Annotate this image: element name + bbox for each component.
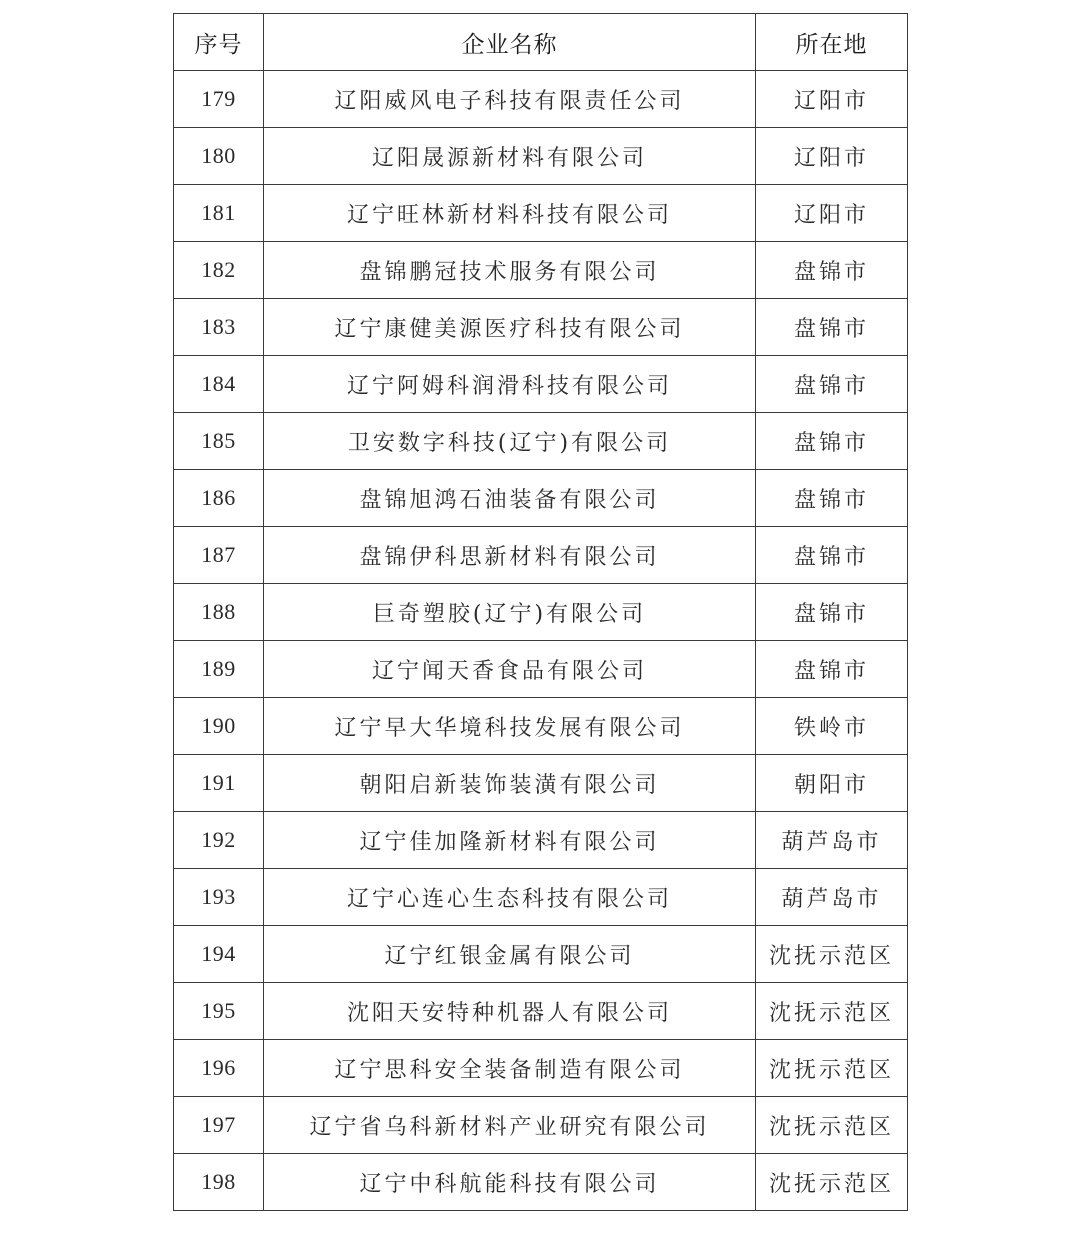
table-row (174, 242, 908, 299)
table-row (174, 983, 908, 1040)
enterprise-table-container (173, 13, 907, 1211)
location-cell: 沈抚示范区 (756, 1097, 908, 1154)
location-cell: 沈抚示范区 (756, 1040, 908, 1097)
location-cell: 盘锦市 (756, 641, 908, 698)
enterprise-name-cell: 辽宁红银金属有限公司 (264, 926, 756, 983)
enterprise-name-cell: 卫安数字科技(辽宁)有限公司 (264, 413, 756, 470)
serial-number-cell: 193 (174, 869, 264, 926)
enterprise-name-cell: 辽宁早大华境科技发展有限公司 (264, 698, 756, 755)
table-row (174, 755, 908, 812)
table-row (174, 71, 908, 128)
table-row (174, 128, 908, 185)
table-row (174, 470, 908, 527)
enterprise-name-cell: 辽阳威风电子科技有限责任公司 (264, 71, 756, 128)
enterprise-name-cell: 辽宁阿姆科润滑科技有限公司 (264, 356, 756, 413)
enterprise-name-cell: 辽宁旺林新材料科技有限公司 (264, 185, 756, 242)
location-cell: 盘锦市 (756, 470, 908, 527)
serial-number-cell: 189 (174, 641, 264, 698)
enterprise-name-cell: 辽宁康健美源医疗科技有限公司 (264, 299, 756, 356)
serial-number-cell: 187 (174, 527, 264, 584)
enterprise-name-cell: 盘锦旭鸿石油装备有限公司 (264, 470, 756, 527)
serial-number-cell: 190 (174, 698, 264, 755)
table-row (174, 641, 908, 698)
location-cell: 盘锦市 (756, 527, 908, 584)
enterprise-name-cell: 辽阳晟源新材料有限公司 (264, 128, 756, 185)
location-cell: 辽阳市 (756, 128, 908, 185)
serial-number-cell: 198 (174, 1154, 264, 1211)
location-cell: 沈抚示范区 (756, 1154, 908, 1211)
table-body (174, 71, 908, 1211)
table-row (174, 926, 908, 983)
location-cell: 葫芦岛市 (756, 869, 908, 926)
enterprise-name-cell: 辽宁闻天香食品有限公司 (264, 641, 756, 698)
serial-number-cell: 179 (174, 71, 264, 128)
table-row (174, 299, 908, 356)
serial-number-cell: 183 (174, 299, 264, 356)
enterprise-name-cell: 盘锦伊科思新材料有限公司 (264, 527, 756, 584)
enterprise-name-cell: 朝阳启新装饰装潢有限公司 (264, 755, 756, 812)
enterprise-name-cell: 辽宁佳加隆新材料有限公司 (264, 812, 756, 869)
location-cell: 盘锦市 (756, 299, 908, 356)
header-enterprise-name: 企业名称 (264, 14, 756, 71)
serial-number-cell: 181 (174, 185, 264, 242)
serial-number-cell: 188 (174, 584, 264, 641)
table-row (174, 698, 908, 755)
location-cell: 沈抚示范区 (756, 926, 908, 983)
enterprise-name-cell: 辽宁中科航能科技有限公司 (264, 1154, 756, 1211)
location-cell: 盘锦市 (756, 413, 908, 470)
enterprise-table (173, 13, 908, 1211)
serial-number-cell: 185 (174, 413, 264, 470)
table-row (174, 413, 908, 470)
serial-number-cell: 197 (174, 1097, 264, 1154)
enterprise-name-cell: 辽宁思科安全装备制造有限公司 (264, 1040, 756, 1097)
table-row (174, 527, 908, 584)
header-location: 所在地 (756, 14, 908, 71)
table-row (174, 356, 908, 413)
table-row (174, 1154, 908, 1211)
serial-number-cell: 186 (174, 470, 264, 527)
serial-number-cell: 196 (174, 1040, 264, 1097)
enterprise-name-cell: 辽宁心连心生态科技有限公司 (264, 869, 756, 926)
table-row (174, 185, 908, 242)
location-cell: 葫芦岛市 (756, 812, 908, 869)
location-cell: 朝阳市 (756, 755, 908, 812)
location-cell: 沈抚示范区 (756, 983, 908, 1040)
table-header-row (174, 14, 908, 71)
table-row (174, 1097, 908, 1154)
location-cell: 辽阳市 (756, 185, 908, 242)
enterprise-name-cell: 巨奇塑胶(辽宁)有限公司 (264, 584, 756, 641)
enterprise-name-cell: 沈阳天安特种机器人有限公司 (264, 983, 756, 1040)
table-row (174, 584, 908, 641)
location-cell: 盘锦市 (756, 584, 908, 641)
enterprise-name-cell: 辽宁省乌科新材料产业研究有限公司 (264, 1097, 756, 1154)
header-serial-number: 序号 (174, 14, 264, 71)
serial-number-cell: 192 (174, 812, 264, 869)
serial-number-cell: 191 (174, 755, 264, 812)
table-row (174, 812, 908, 869)
location-cell: 盘锦市 (756, 356, 908, 413)
serial-number-cell: 195 (174, 983, 264, 1040)
enterprise-name-cell: 盘锦鹏冠技术服务有限公司 (264, 242, 756, 299)
serial-number-cell: 182 (174, 242, 264, 299)
serial-number-cell: 180 (174, 128, 264, 185)
serial-number-cell: 194 (174, 926, 264, 983)
location-cell: 辽阳市 (756, 71, 908, 128)
table-row (174, 869, 908, 926)
table-row (174, 1040, 908, 1097)
location-cell: 盘锦市 (756, 242, 908, 299)
location-cell: 铁岭市 (756, 698, 908, 755)
serial-number-cell: 184 (174, 356, 264, 413)
